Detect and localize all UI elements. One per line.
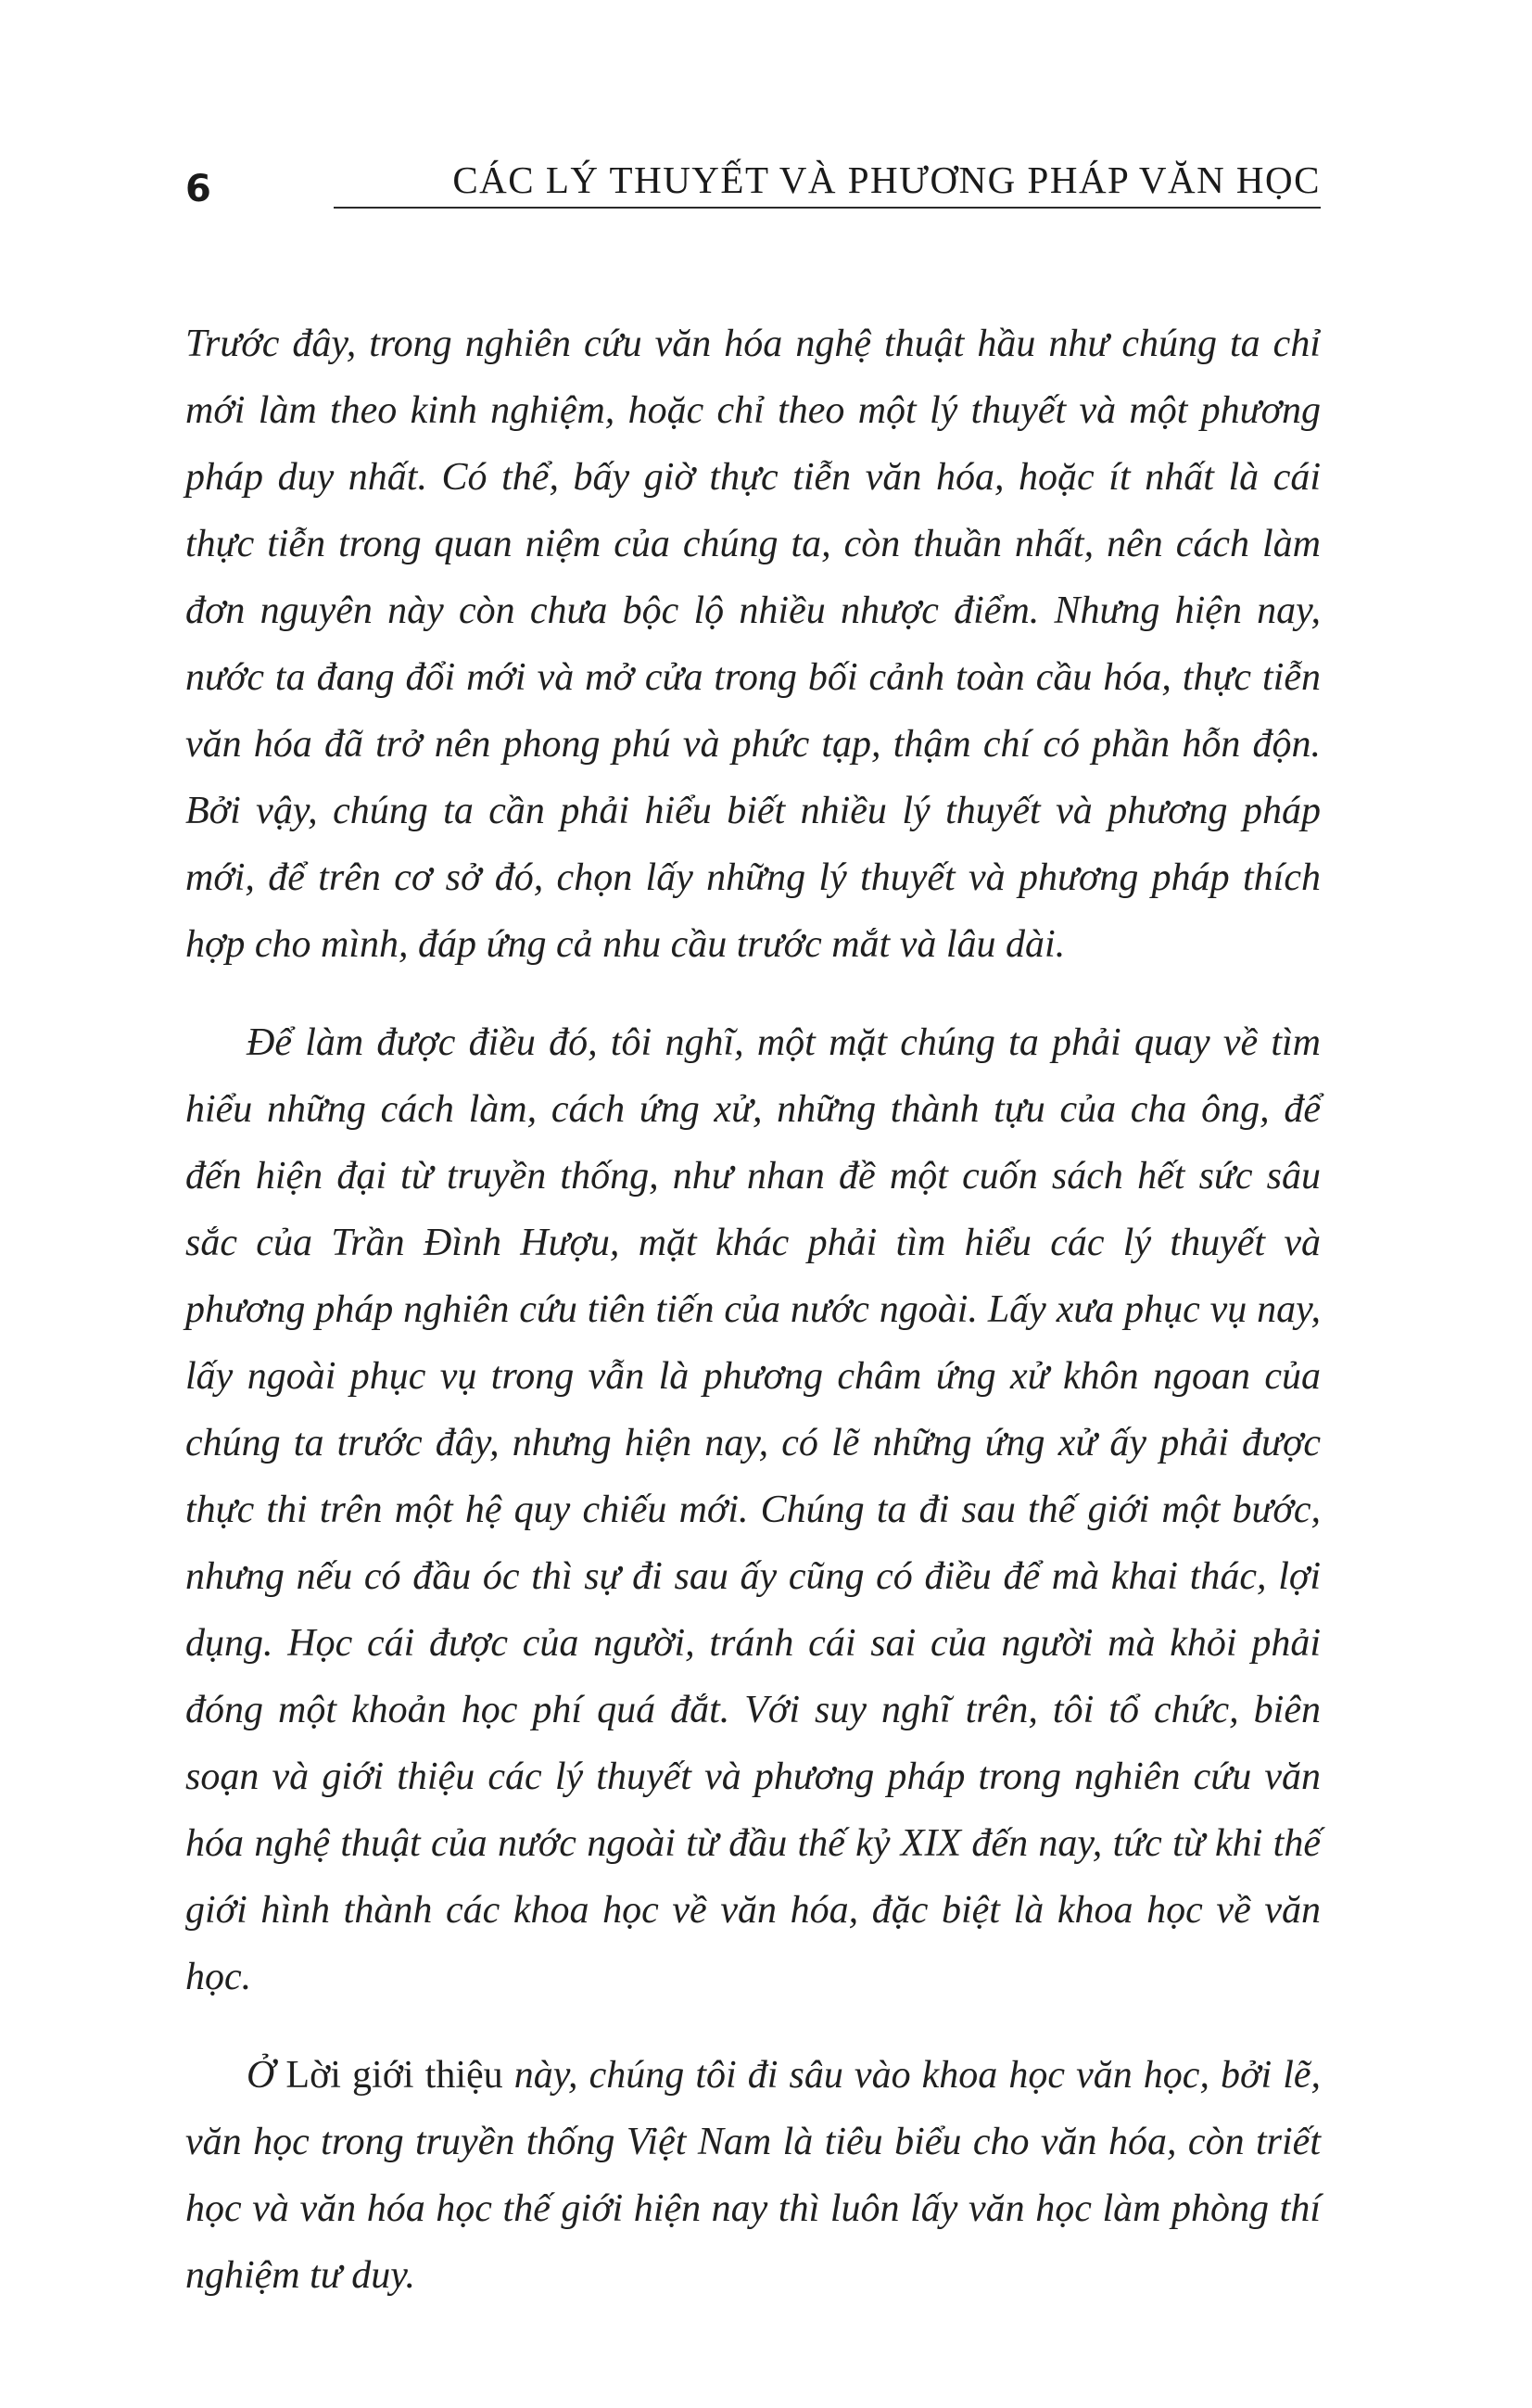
paragraph-3-emphasis: Lời giới thiệu	[285, 2054, 503, 2097]
running-title: CÁC LÝ THUYẾT VÀ PHƯƠNG PHÁP VĂN HỌC	[452, 158, 1321, 201]
paragraph-1: Trước đây, trong nghiên cứu văn hóa nghệ thuật hầu như chúng ta chỉ mới làm theo kinh nghiệm, hoặc chỉ theo một lý thuyết và một phương pháp duy nhất. Có thể, bấy giờ thực tiễn văn hóa, hoặc ít nhất là cái thực tiễn trong quan niệm của chúng ta, còn thuần nhất, nên cách làm đơn nguyên này còn chưa bộc lộ nhiều nhược điểm. Nhưng hiện nay, nước ta đang đổi mới và mở cửa trong bối cảnh toàn cầu hóa, thực tiễn văn hóa đã trở nên phong phú và phức tạp, thậm chí có phần hỗn độn. Bởi vậy, chúng ta cần phải hiểu biết nhiều lý thuyết và phương pháp mới, để trên cơ sở đó, chọn lấy những lý thuyết và phương pháp thích hợp cho mình, đáp ứng cả nhu cầu trước mắt và lâu dài.	[185, 323, 1321, 966]
paragraph-3-rest: này, chúng tôi đi sâu vào khoa học văn học, bởi lẽ, văn học trong truyền thống Việt Nam là tiêu biểu cho văn hóa, còn triết học và văn hóa học thế giới hiện nay thì luôn lấy văn học làm phòng thí nghiệm tư duy.	[185, 2054, 1321, 2297]
body-text	[185, 311, 1321, 2309]
page-number: 6	[185, 168, 211, 210]
paragraph-3-lead: Ở	[247, 2054, 286, 2097]
paragraph-2: Để làm được điều đó, tôi nghĩ, một mặt chúng ta phải quay về tìm hiểu những cách làm, cách ứng xử, những thành tựu của cha ông, để đến hiện đại từ truyền thống, như nhan đề một cuốn sách hết sức sâu sắc của Trần Đình Hượu, mặt khác phải tìm hiểu các lý thuyết và phương pháp nghiên cứu tiên tiến của nước ngoài. Lấy xưa phục vụ nay, lấy ngoài phục vụ trong vẫn là phương châm ứng xử khôn ngoan của chúng ta trước đây, nhưng hiện nay, có lẽ những ứng xử ấy phải được thực thi trên một hệ quy chiếu mới. Chúng ta đi sau thế giới một bước, nhưng nếu có đầu óc thì sự đi sau ấy cũng có điều để mà khai thác, lợi dụng. Học cái được của người, tránh cái sai của người mà khỏi phải đóng một khoản học phí quá đắt. Với suy nghĩ trên, tôi tổ chức, biên soạn và giới thiệu các lý thuyết và phương pháp trong nghiên cứu văn hóa nghệ thuật của nước ngoài từ đầu thế kỷ XIX đến nay, tức từ khi thế giới hình thành các khoa học về văn hóa, đặc biệt là khoa học về văn học.	[185, 1021, 1321, 1998]
page-header	[185, 158, 1321, 213]
header-rule	[334, 207, 1321, 209]
paragraph-3	[185, 2042, 1321, 2309]
